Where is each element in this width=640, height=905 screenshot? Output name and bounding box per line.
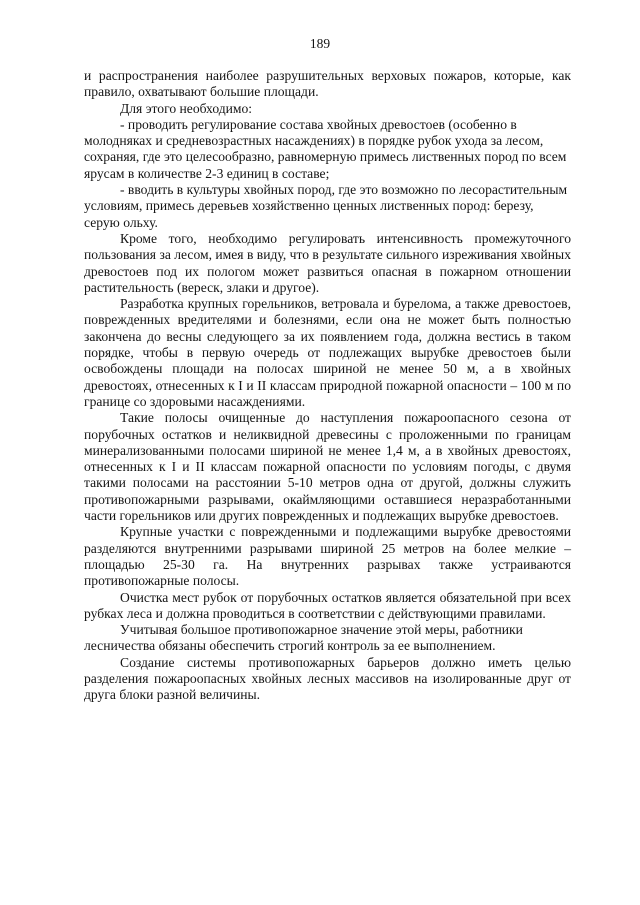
page-number: 189: [309, 36, 331, 51]
list-item-introduce-broadleaf: - вводить в культуры хвойных пород, где это возможно по лесорастительным условиям, примесь деревьев хозяйственно ценных лиственных пород: березу, серую ольху.: [84, 182, 568, 230]
paragraph-cutting-cleanup: Очистка мест рубок от порубочных остатков является обязательной при всех рубках леса и должна проводиться в соответствии с действующими правилами.: [84, 589, 571, 621]
paragraph-intermediate-use: Кроме того, необходимо регулировать интенсивность промежуточного пользования за лесом, имея в виду, что в результате сильного изреживания хвойных древостоев под их пологом может развиться опасная в пожарном отношении растительность (вереск, злаки и другое).: [84, 230, 571, 295]
document-body: [84, 68, 571, 704]
list-item-regulate-composition: - проводить регулирование состава хвойных древостоев (особенно в молодняках и средневозрастных насаждениях) в порядке рубок ухода за лесом, сохраняя, где это целесообразно, равномерную примесь лиственных пород по всем ярусам в количестве 2-3 единиц в составе;: [84, 116, 567, 181]
paragraph-fire-barriers: Создание системы противопожарных барьеров должно иметь целью разделения пожароопасных хвойных лесных массивов на изолированные друг от друга блоки разной величины.: [84, 654, 571, 703]
paragraph-control: Учитывая большое противопожарное значение этой меры, работники лесничества обязаны обеспечить строгий контроль за ее выполнением.: [84, 622, 523, 654]
paragraph-burned-areas: Разработка крупных горельников, ветровала и бурелома, а также древостоев, поврежденных вредителями и болезнями, если она не может быть полностью закончена до весны следующего за их появлением года, должна вестись в таком порядке, чтобы в первую очередь от подлежащих вырубке древостоев были освобождены площади на полосах шириной не менее 50 м, а в хвойных древостоях, отнесенных к I и II классам природной пожарной опасности – 100 м по границе со здоровыми насаждениями.: [84, 296, 571, 409]
paragraph-internal-breaks: Крупные участки с поврежденными и подлежащими вырубке древостоями разделяются внутренними разрывами шириной 25 метров на более мелкие – площадью 25-30 га. На внутренних разрывах также устраиваются противопожарные полосы.: [84, 524, 571, 589]
paragraph-continuation: и распространения наиболее разрушительных верховых пожаров, которые, как правило, охватывают большие площади.: [84, 68, 571, 100]
paragraph-cleared-strips: Такие полосы очищенные до наступления пожароопасного сезона от порубочных остатков и неликвидной древесины с проложенными по границам минерализованными полосами шириной не менее 1,4 м, а в хвойных древостоях, отнесенных к I и II классам пожарной опасности по условиям погоды, с двумя такими полосами на расстоянии 5-10 метров одна от другой, должны служить противопожарными разрывами, окаймляющими оставшиеся неразработанными части горельников или других поврежденных и подлежащих вырубке древостоев.: [84, 410, 571, 524]
paragraph-intro-list: Для этого необходимо:: [120, 100, 253, 116]
